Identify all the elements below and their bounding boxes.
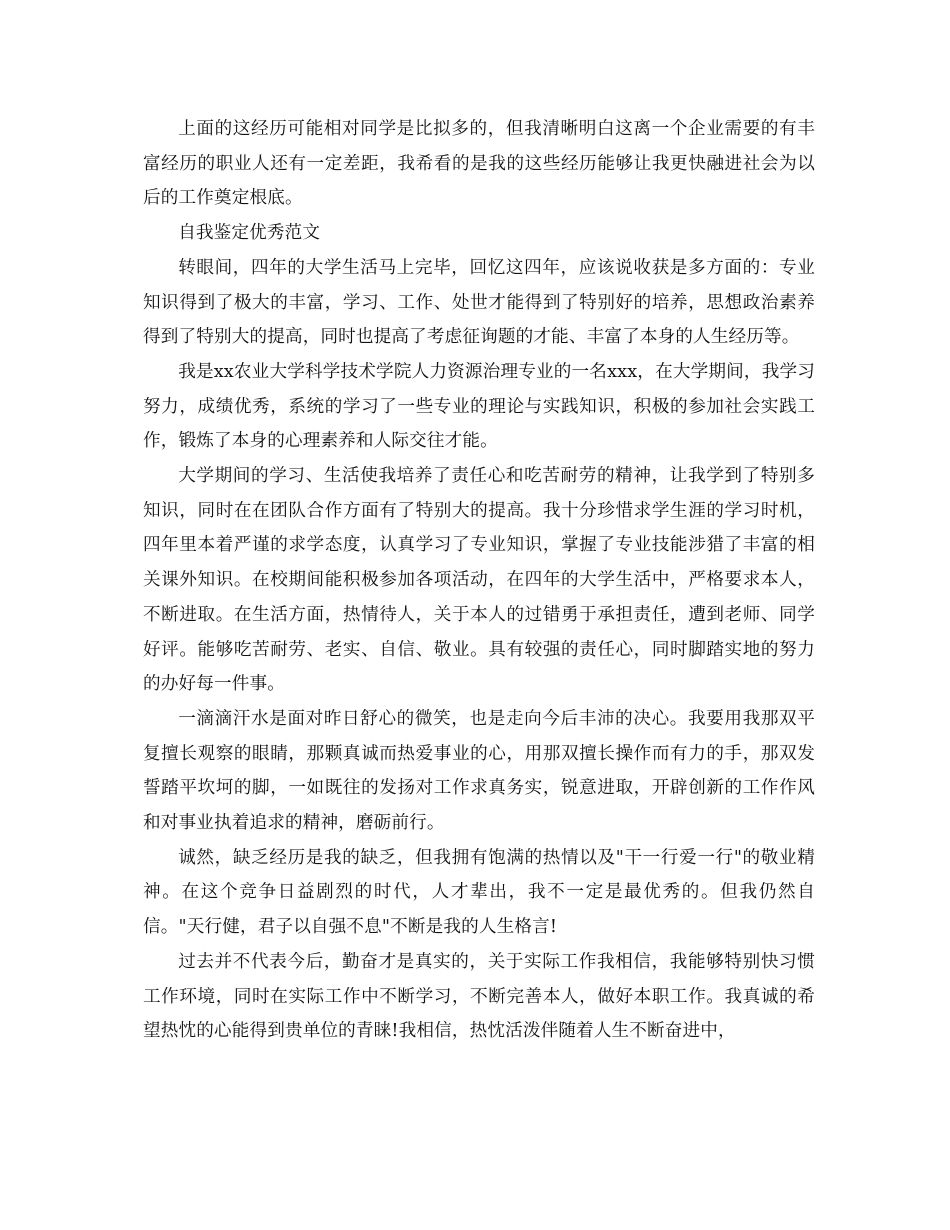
paragraph: 大学期间的学习、生活使我培养了责任心和吃苦耐劳的精神，让我学到了特别多知识，同时在在团队合作方面有了特别大的提高。我十分珍惜求学生涯的学习时机，四年里本着严谨的求学态度，认真学习了专业知识，掌握了专业技能涉猎了丰富的相关课外知识。在校期间能积极参加各项活动，在四年的大学生活中，严格要求本人，不断进取。在生活方面，热情待人，关于本人的过错勇于承担责任，遭到老师、同学好评。能够吃苦耐劳、老实、自信、敬业。具有较强的责任心，同时脚踏实地的努力的办好每一件事。: [143, 466, 815, 695]
paragraph: 我是xx农业大学科学技术学院人力资源治理专业的一名xxx，在大学期间，我学习努力，成绩优秀，系统的学习了一些专业的理论与实践知识，积极的参加社会实践工作，锻炼了本身的心理素养和人际交往才能。: [143, 361, 815, 452]
paragraph: 一滴滴汗水是面对昨日舒心的微笑，也是走向今后丰沛的决心。我要用我那双平复擅长观察的眼睛，那颗真诚而热爱事业的心，用那双擅长操作而有力的手，那双发誓踏平坎坷的脚，一如既往的发扬对工作求真务实，锐意进取，开辟创新的工作作风和对事业执着追求的精神，磨砺前行。: [143, 708, 815, 834]
paragraph: 转眼间，四年的大学生活马上完毕，回忆这四年，应该说收获是多方面的：专业知识得到了极大的丰富，学习、工作、处世才能得到了特别好的培养，思想政治素养得到了特别大的提高，同时也提高了考虑征询题的才能、丰富了本身的人生经历等。: [143, 257, 815, 348]
paragraph: 诚然，缺乏经历是我的缺乏，但我拥有饱满的热情以及"干一行爱一行"的敬业精神。在这个竞争日益剧烈的时代，人才辈出，我不一定是最优秀的。但我仍然自信。"天行健，君子以自强不息"不断是我的人生格言!: [143, 847, 815, 938]
section-heading: 自我鉴定优秀范文: [178, 223, 321, 244]
paragraph: 过去并不代表今后，勤奋才是真实的，关于实际工作我相信，我能够特别快习惯工作环境，同时在实际工作中不断学习，不断完善本人，做好本职工作。我真诚的希望热忱的心能得到贵单位的青睐!我相信，热忱活泼伴随着人生不断奋进中，: [143, 951, 815, 1042]
paragraph: 上面的这经历可能相对同学是比拟多的，但我清晰明白这离一个企业需要的有丰富经历的职业人还有一定差距，我希看的是我的这些经历能够让我更快融进社会为以后的工作奠定根底。: [143, 119, 815, 209]
document-body: [143, 112, 815, 1049]
